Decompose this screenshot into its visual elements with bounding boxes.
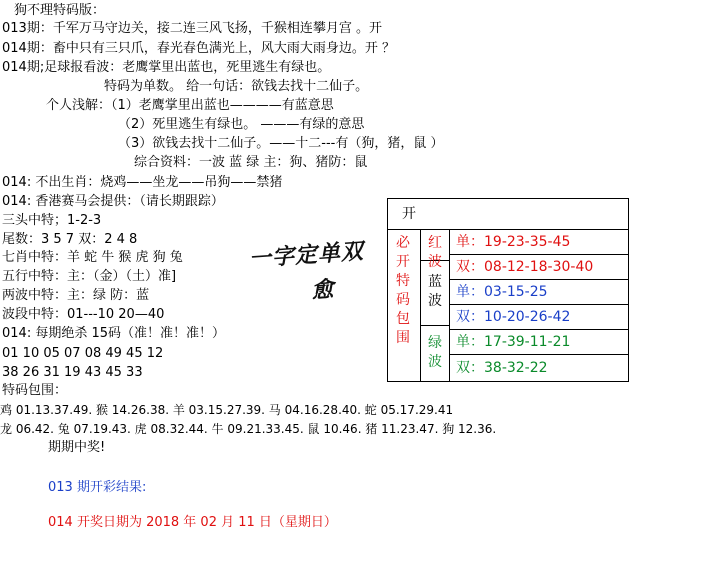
- line-tail-numbers: 尾数：3 5 7 双：2 4 8: [2, 232, 138, 247]
- page-title: 狗不理特码版：: [14, 3, 106, 18]
- panel-header-label: 开: [402, 206, 416, 222]
- line-win-every-period: 期期中奖!: [48, 440, 106, 455]
- blue-single-numbers: 单：03-15-25: [456, 284, 548, 300]
- red-double-numbers: 双：08-12-18-30-40: [456, 259, 594, 275]
- line-summary: 综合资料：一波 蓝 绿 主：狗、猪防：鼠: [134, 155, 368, 170]
- red-single-row: [450, 230, 628, 255]
- blue-single-row: [450, 280, 628, 305]
- line-three-heads: 三头中特；1-2-3: [2, 213, 102, 228]
- green-double-row: [450, 355, 628, 381]
- line-kill-15: 014: 每期绝杀 15码（准！准！准！）: [2, 326, 225, 341]
- handwritten-line-2: 愈: [310, 276, 335, 304]
- line-interpretation-2: （2）死里逃生有绿也。 ———有绿的意思: [118, 117, 365, 132]
- line-interpretation-3: （3）欲钱去找十二仙子。——十二---有（狗，猪，鼠 ）: [118, 136, 444, 151]
- line-band: 波段中特：01---10 20—40: [2, 307, 165, 322]
- line-014-football: 014期;足球报看波：老鹰掌里出蓝也，死里逃生有绿也。: [2, 60, 331, 75]
- line-numbers-2: 38 26 31 19 43 45 33: [2, 365, 143, 380]
- green-wave-label: 绿波: [428, 335, 442, 370]
- red-double-row: [450, 255, 628, 280]
- line-two-waves: 两波中特：主：绿 防：蓝: [2, 288, 150, 303]
- special-code-panel: [387, 198, 629, 382]
- panel-side-label: 必开特码包围: [396, 235, 410, 346]
- line-zodiac-numbers-2: 龙 06.42. 兔 07.19.43. 虎 08.32.44. 牛 09.21.33.45. 鼠 10.46. 猪 11.23.47. 狗 12.36.: [0, 422, 497, 436]
- line-013-riddle: 013期：千军万马守边关，接二连三风飞扬，千猴相连攀月宫 。开: [2, 21, 382, 36]
- line-014-riddle: 014期：畜中只有三只爪，春光春色满光上，风大雨大雨身边。开 ？: [2, 41, 395, 56]
- line-numbers-1: 01 10 05 07 08 49 45 12: [2, 346, 164, 361]
- blue-double-row: [450, 305, 628, 330]
- line-seven-zodiacs: 七肖中特：羊 蛇 牛 猴 虎 狗 兔: [2, 250, 183, 265]
- red-wave-label: 红波: [428, 235, 442, 270]
- blue-wave-label: 蓝波: [428, 274, 442, 309]
- red-wave-column: [421, 230, 450, 270]
- panel-header: [388, 199, 628, 230]
- handwritten-note: [248, 232, 373, 310]
- line-hk-jockey: 014: 香港赛马会提供：（请长期跟踪）: [2, 194, 224, 209]
- line-interpretation-1: 个人浅解：（1）老鹰掌里出蓝也————有蓝意思: [46, 98, 334, 113]
- line-013-result: 013 期开彩结果:: [48, 480, 147, 495]
- handwritten-line-1: 一字定单双: [248, 238, 365, 273]
- green-single-row: [450, 330, 628, 355]
- line-zodiac-numbers-1: 鸡 01.13.37.49. 猴 14.26.38. 羊 03.15.27.39. 马 04.16.28.40. 蛇 05.17.29.41: [0, 403, 454, 417]
- red-single-numbers: 单：19-23-35-45: [456, 234, 571, 250]
- blue-double-numbers: 双：10-20-26-42: [456, 309, 571, 325]
- green-wave-column: [421, 326, 450, 381]
- green-single-numbers: 单：17-39-11-21: [456, 334, 571, 350]
- line-five-elements: 五行中特：主：（金）（土）准]: [2, 269, 177, 284]
- line-excluded-zodiacs: 014: 不出生肖：烧鸡——坐龙——吊狗——禁猪: [2, 175, 283, 190]
- line-014-draw-date: 014 开奖日期为 2018 年 02 月 11 日（星期日）: [48, 515, 337, 530]
- panel-side-column: [388, 230, 421, 381]
- green-double-numbers: 双：38-32-22: [456, 360, 548, 376]
- blue-wave-column: [421, 261, 450, 326]
- line-special-odd: 特码为单数。 给一句话：欲钱去找十二仙子。: [104, 79, 369, 94]
- line-special-enclose: 特码包围：: [2, 383, 68, 398]
